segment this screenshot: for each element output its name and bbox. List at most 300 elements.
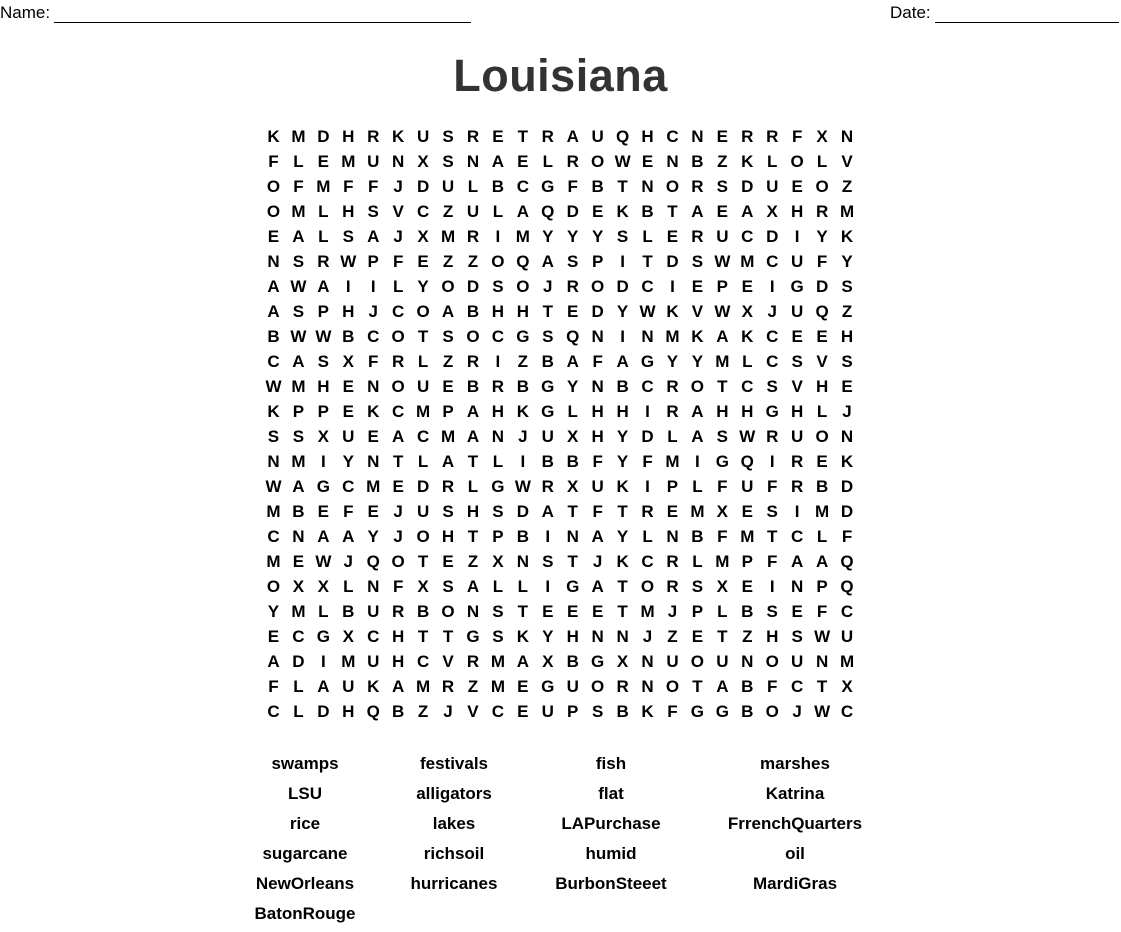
grid-cell: A: [716, 677, 729, 696]
grid-cell: I: [769, 277, 775, 296]
grid-cell: R: [691, 177, 704, 196]
grid-cell: U: [416, 502, 430, 521]
grid-cell: M: [440, 427, 456, 446]
grid-cell: U: [416, 377, 430, 396]
grid-cell: I: [769, 577, 775, 596]
grid-cell: H: [791, 402, 804, 421]
grid-cell: T: [816, 677, 828, 696]
grid-cell: W: [739, 427, 756, 446]
grid-cell: C: [416, 202, 430, 221]
grid-cell: N: [267, 252, 280, 271]
grid-cell: A: [541, 252, 554, 271]
grid-cell: L: [692, 477, 703, 496]
grid-cell: G: [715, 452, 729, 471]
grid-cell: X: [741, 302, 753, 321]
grid-cell: K: [840, 227, 854, 246]
grid-cell: C: [741, 377, 754, 396]
grid-cell: C: [641, 552, 654, 571]
grid-cell: T: [642, 252, 653, 271]
grid-cell: P: [691, 602, 704, 621]
grid-cell: Z: [442, 202, 454, 221]
grid-cell: J: [792, 702, 802, 721]
grid-cell: R: [392, 352, 405, 371]
grid-cell: X: [342, 627, 354, 646]
grid-cell: R: [666, 552, 679, 571]
grid-cell: C: [267, 527, 280, 546]
grid-cell: M: [640, 602, 655, 621]
grid-cell: P: [666, 477, 679, 496]
grid-cell: W: [290, 277, 307, 296]
grid-cell: W: [290, 327, 307, 346]
grid-cell: L: [517, 577, 529, 596]
grid-cell: V: [816, 352, 828, 371]
grid-cell: D: [292, 652, 305, 671]
grid-cell: H: [791, 202, 804, 221]
grid-cell: M: [416, 677, 431, 696]
word-list-item: humid: [585, 844, 637, 863]
grid-cell: Q: [615, 127, 630, 146]
grid-cell: U: [791, 252, 804, 271]
word-list-item: NewOrleans: [255, 874, 355, 893]
grid-cell: U: [541, 702, 554, 721]
word-list-item: fish: [595, 754, 627, 773]
grid-cell: E: [317, 152, 330, 171]
grid-cell: C: [342, 477, 355, 496]
grid-cell: Y: [267, 602, 280, 621]
grid-cell: A: [716, 327, 729, 346]
grid-cell: Z: [442, 252, 454, 271]
grid-cell: C: [766, 327, 779, 346]
grid-row: [261, 174, 860, 199]
grid-cell: H: [342, 702, 355, 721]
grid-row: [261, 149, 860, 174]
grid-cell: N: [367, 452, 380, 471]
grid-cell: A: [441, 302, 455, 321]
grid-cell: A: [392, 677, 405, 696]
grid-cell: U: [367, 152, 380, 171]
word-list-item: FrrenchQuarters: [727, 814, 863, 833]
grid-cell: U: [666, 652, 679, 671]
grid-cell: E: [442, 552, 454, 571]
grid-cell: U: [591, 477, 604, 496]
grid-cell: L: [642, 527, 653, 546]
grid-cell: H: [616, 402, 629, 421]
grid-cell: S: [492, 502, 504, 521]
grid-cell: Y: [616, 427, 629, 446]
grid-cell: L: [692, 552, 703, 571]
grid-cell: C: [367, 327, 380, 346]
grid-cell: K: [741, 152, 754, 171]
grid-cell: C: [840, 602, 854, 621]
grid-cell: Y: [616, 527, 629, 546]
grid-cell: Z: [417, 702, 429, 721]
grid-cell: Z: [667, 627, 678, 646]
name-input-line[interactable]: [54, 5, 471, 23]
grid-cell: B: [392, 702, 405, 721]
grid-cell: M: [291, 602, 306, 621]
grid-cell: R: [466, 127, 480, 146]
grid-cell: K: [267, 127, 280, 146]
grid-cell: I: [794, 502, 800, 521]
grid-cell: A: [466, 402, 480, 421]
grid-cell: U: [416, 127, 430, 146]
grid-cell: Y: [567, 227, 579, 246]
grid-cell: T: [717, 377, 728, 396]
grid-cell: Q: [815, 302, 829, 321]
grid-cell: N: [641, 652, 654, 671]
grid-cell: H: [741, 402, 754, 421]
grid-cell: O: [416, 302, 430, 321]
grid-cell: P: [442, 402, 454, 421]
grid-cell: C: [367, 627, 380, 646]
grid-cell: K: [840, 452, 854, 471]
grid-cell: K: [392, 127, 405, 146]
grid-cell: T: [617, 502, 628, 521]
grid-cell: E: [267, 627, 280, 646]
grid-row: [261, 124, 860, 149]
grid-cell: H: [342, 202, 355, 221]
grid-cell: R: [566, 152, 579, 171]
grid-cell: T: [467, 527, 479, 546]
grid-cell: M: [291, 127, 306, 146]
grid-cell: I: [320, 652, 326, 671]
grid-cell: G: [541, 677, 555, 696]
grid-cell: J: [443, 702, 453, 721]
grid-cell: E: [342, 402, 354, 421]
grid-cell: P: [567, 702, 579, 721]
grid-cell: L: [492, 452, 504, 471]
grid-cell: Z: [467, 677, 479, 696]
grid-cell: K: [691, 327, 704, 346]
grid-cell: H: [566, 627, 579, 646]
grid-row: [261, 399, 860, 424]
grid-cell: Z: [467, 252, 479, 271]
grid-cell: S: [616, 227, 629, 246]
grid-cell: K: [267, 402, 280, 421]
grid-cell: T: [417, 552, 429, 571]
date-input-line[interactable]: [935, 5, 1119, 23]
grid-cell: C: [791, 527, 804, 546]
grid-cell: F: [642, 452, 653, 471]
grid-cell: O: [690, 652, 705, 671]
grid-cell: G: [790, 277, 804, 296]
grid-cell: G: [541, 402, 555, 421]
grid-cell: G: [316, 627, 330, 646]
grid-cell: R: [441, 477, 455, 496]
grid-cell: N: [267, 452, 280, 471]
grid-cell: J: [767, 302, 777, 321]
grid-cell: Y: [367, 527, 379, 546]
grid-cell: W: [614, 152, 631, 171]
grid-cell: H: [815, 377, 829, 396]
grid-cell: J: [543, 277, 553, 296]
grid-cell: D: [591, 302, 604, 321]
grid-cell: A: [591, 527, 604, 546]
grid-cell: U: [566, 677, 579, 696]
grid-cell: J: [393, 527, 403, 546]
grid-row: [261, 699, 860, 724]
word-list-item: BurbonSteeet: [555, 874, 667, 893]
grid-cell: C: [641, 377, 654, 396]
grid-cell: M: [341, 152, 356, 171]
grid-cell: I: [545, 527, 551, 546]
grid-cell: A: [566, 127, 579, 146]
grid-cell: O: [441, 602, 455, 621]
grid-cell: A: [691, 202, 704, 221]
grid-cell: F: [841, 527, 853, 546]
grid-cell: O: [815, 177, 829, 196]
grid-cell: B: [541, 452, 554, 471]
grid-row: [261, 374, 860, 399]
grid-cell: F: [392, 252, 404, 271]
grid-cell: N: [566, 527, 579, 546]
grid-cell: Y: [542, 627, 554, 646]
grid-cell: Y: [691, 352, 704, 371]
grid-cell: Q: [840, 577, 854, 596]
grid-cell: X: [317, 427, 330, 446]
grid-cell: F: [816, 252, 828, 271]
grid-cell: C: [416, 427, 430, 446]
grid-cell: W: [340, 252, 357, 271]
grid-cell: D: [741, 177, 754, 196]
grid-cell: E: [567, 602, 579, 621]
grid-cell: L: [318, 602, 329, 621]
grid-cell: A: [267, 277, 280, 296]
grid-cell: O: [391, 552, 405, 571]
grid-cell: B: [691, 152, 704, 171]
grid-cell: M: [490, 677, 505, 696]
grid-cell: I: [794, 227, 800, 246]
grid-cell: D: [616, 277, 629, 296]
grid-cell: K: [741, 327, 754, 346]
grid-cell: M: [715, 552, 730, 571]
grid-cell: T: [517, 127, 529, 146]
grid-cell: T: [717, 627, 728, 646]
grid-cell: N: [691, 127, 704, 146]
grid-cell: E: [367, 427, 379, 446]
grid-cell: O: [640, 577, 655, 596]
name-field[interactable]: [0, 3, 471, 23]
grid-cell: M: [291, 452, 306, 471]
grid-cell: U: [342, 677, 355, 696]
grid-cell: L: [767, 152, 778, 171]
grid-cell: R: [541, 127, 554, 146]
grid-cell: G: [491, 477, 505, 496]
grid-cell: W: [315, 552, 332, 571]
grid-cell: B: [466, 377, 480, 396]
grid-cell: T: [617, 177, 628, 196]
grid-cell: Y: [816, 227, 828, 246]
grid-cell: Y: [616, 302, 629, 321]
grid-cell: S: [791, 352, 803, 371]
grid-cell: R: [466, 352, 480, 371]
grid-row: [261, 449, 860, 474]
grid-cell: D: [317, 702, 330, 721]
grid-cell: Z: [841, 302, 853, 321]
grid-cell: G: [591, 652, 605, 671]
grid-cell: S: [367, 202, 379, 221]
grid-cell: R: [791, 477, 804, 496]
grid-cell: S: [292, 302, 305, 321]
grid-cell: F: [293, 177, 304, 196]
grid-cell: M: [366, 477, 381, 496]
grid-cell: O: [466, 327, 480, 346]
grid-cell: S: [292, 427, 305, 446]
grid-cell: S: [442, 327, 454, 346]
grid-row: [261, 249, 860, 274]
grid-cell: E: [741, 577, 753, 596]
grid-cell: X: [567, 427, 579, 446]
grid-cell: C: [491, 702, 505, 721]
grid-cell: G: [715, 702, 729, 721]
grid-cell: A: [342, 527, 355, 546]
word-list-item: LSU: [288, 784, 322, 803]
grid-cell: H: [591, 402, 604, 421]
grid-cell: E: [542, 602, 554, 621]
grid-cell: F: [368, 352, 379, 371]
grid-cell: C: [840, 702, 854, 721]
grid-cell: O: [416, 527, 430, 546]
grid-cell: A: [267, 302, 280, 321]
grid-cell: F: [767, 552, 778, 571]
grid-cell: A: [317, 277, 330, 296]
grid-cell: A: [292, 352, 305, 371]
grid-cell: H: [441, 527, 455, 546]
word-list-item: richsoil: [423, 844, 485, 863]
grid-cell: U: [791, 652, 804, 671]
grid-cell: G: [541, 377, 555, 396]
grid-cell: S: [542, 327, 554, 346]
grid-cell: C: [292, 627, 305, 646]
grid-cell: S: [567, 252, 579, 271]
grid-cell: L: [467, 177, 479, 196]
grid-cell: H: [466, 502, 480, 521]
grid-cell: T: [517, 602, 529, 621]
grid-cell: N: [367, 377, 380, 396]
grid-cell: W: [265, 377, 282, 396]
grid-cell: I: [695, 452, 700, 471]
grid-cell: H: [840, 327, 854, 346]
grid-cell: L: [343, 577, 354, 596]
grid-cell: X: [317, 577, 330, 596]
grid-cell: A: [491, 152, 505, 171]
grid-cell: E: [791, 327, 803, 346]
grid-cell: Y: [616, 452, 629, 471]
grid-cell: R: [367, 127, 380, 146]
word-list-item: sugarcane: [262, 844, 348, 863]
grid-cell: R: [616, 677, 629, 696]
grid-cell: D: [641, 427, 654, 446]
grid-cell: C: [641, 277, 654, 296]
grid-cell: R: [491, 377, 505, 396]
grid-cell: C: [766, 252, 779, 271]
grid-cell: C: [392, 402, 405, 421]
grid-cell: O: [665, 677, 680, 696]
grid-cell: M: [416, 402, 431, 421]
grid-cell: F: [567, 177, 578, 196]
grid-cell: N: [840, 427, 854, 446]
grid-cell: T: [767, 527, 778, 546]
grid-cell: Z: [442, 352, 454, 371]
grid-cell: O: [391, 327, 405, 346]
grid-cell: U: [716, 652, 729, 671]
grid-cell: C: [416, 652, 430, 671]
grid-cell: C: [516, 177, 529, 196]
grid-cell: V: [691, 302, 704, 321]
grid-cell: M: [690, 502, 705, 521]
grid-cell: U: [716, 227, 729, 246]
grid-cell: G: [765, 402, 779, 421]
word-list-item: alligators: [416, 784, 492, 803]
grid-cell: N: [641, 677, 654, 696]
grid-cell: Y: [342, 452, 354, 471]
grid-cell: Q: [366, 552, 380, 571]
grid-cell: Z: [467, 552, 479, 571]
grid-cell: X: [716, 577, 729, 596]
grid-cell: W: [714, 302, 731, 321]
grid-cell: B: [741, 602, 754, 621]
grid-cell: A: [591, 577, 604, 596]
grid-cell: B: [741, 677, 754, 696]
word-list-item: oil: [785, 844, 805, 863]
grid-cell: L: [467, 477, 479, 496]
grid-cell: I: [320, 452, 326, 471]
grid-cell: A: [466, 427, 480, 446]
date-field[interactable]: [890, 3, 1119, 23]
grid-row: [261, 199, 860, 224]
grid-cell: S: [442, 127, 454, 146]
grid-cell: O: [665, 177, 680, 196]
grid-cell: T: [467, 452, 479, 471]
grid-cell: J: [518, 427, 528, 446]
grid-cell: G: [690, 702, 705, 721]
word-list-item: rice: [289, 814, 321, 833]
grid-cell: M: [665, 452, 680, 471]
grid-cell: D: [516, 502, 529, 521]
word-list-item: flat: [598, 784, 624, 803]
grid-cell: B: [491, 177, 505, 196]
grid-cell: K: [641, 702, 654, 721]
grid-cell: F: [268, 677, 279, 696]
grid-cell: F: [592, 452, 603, 471]
word-list-item: marshes: [760, 754, 830, 773]
word-column-3: [511, 752, 711, 902]
grid-cell: K: [666, 302, 679, 321]
grid-cell: B: [566, 652, 579, 671]
grid-cell: S: [492, 627, 504, 646]
word-list-item: LAPurchase: [561, 814, 661, 833]
grid-cell: E: [716, 202, 729, 221]
grid-cell: O: [765, 652, 779, 671]
grid-cell: R: [441, 677, 455, 696]
grid-cell: Q: [566, 327, 580, 346]
grid-cell: F: [343, 502, 354, 521]
grid-cell: P: [741, 552, 753, 571]
grid-cell: E: [666, 502, 679, 521]
grid-cell: U: [342, 427, 355, 446]
grid-cell: M: [316, 177, 331, 196]
grid-cell: K: [516, 402, 529, 421]
grid-cell: D: [766, 227, 779, 246]
name-label: Name:: [0, 3, 51, 22]
grid-cell: E: [591, 602, 604, 621]
grid-cell: T: [617, 602, 628, 621]
grid-cell: X: [417, 152, 429, 171]
grid-cell: O: [815, 427, 829, 446]
grid-cell: I: [545, 577, 551, 596]
grid-cell: M: [266, 552, 281, 571]
grid-cell: Y: [542, 227, 554, 246]
